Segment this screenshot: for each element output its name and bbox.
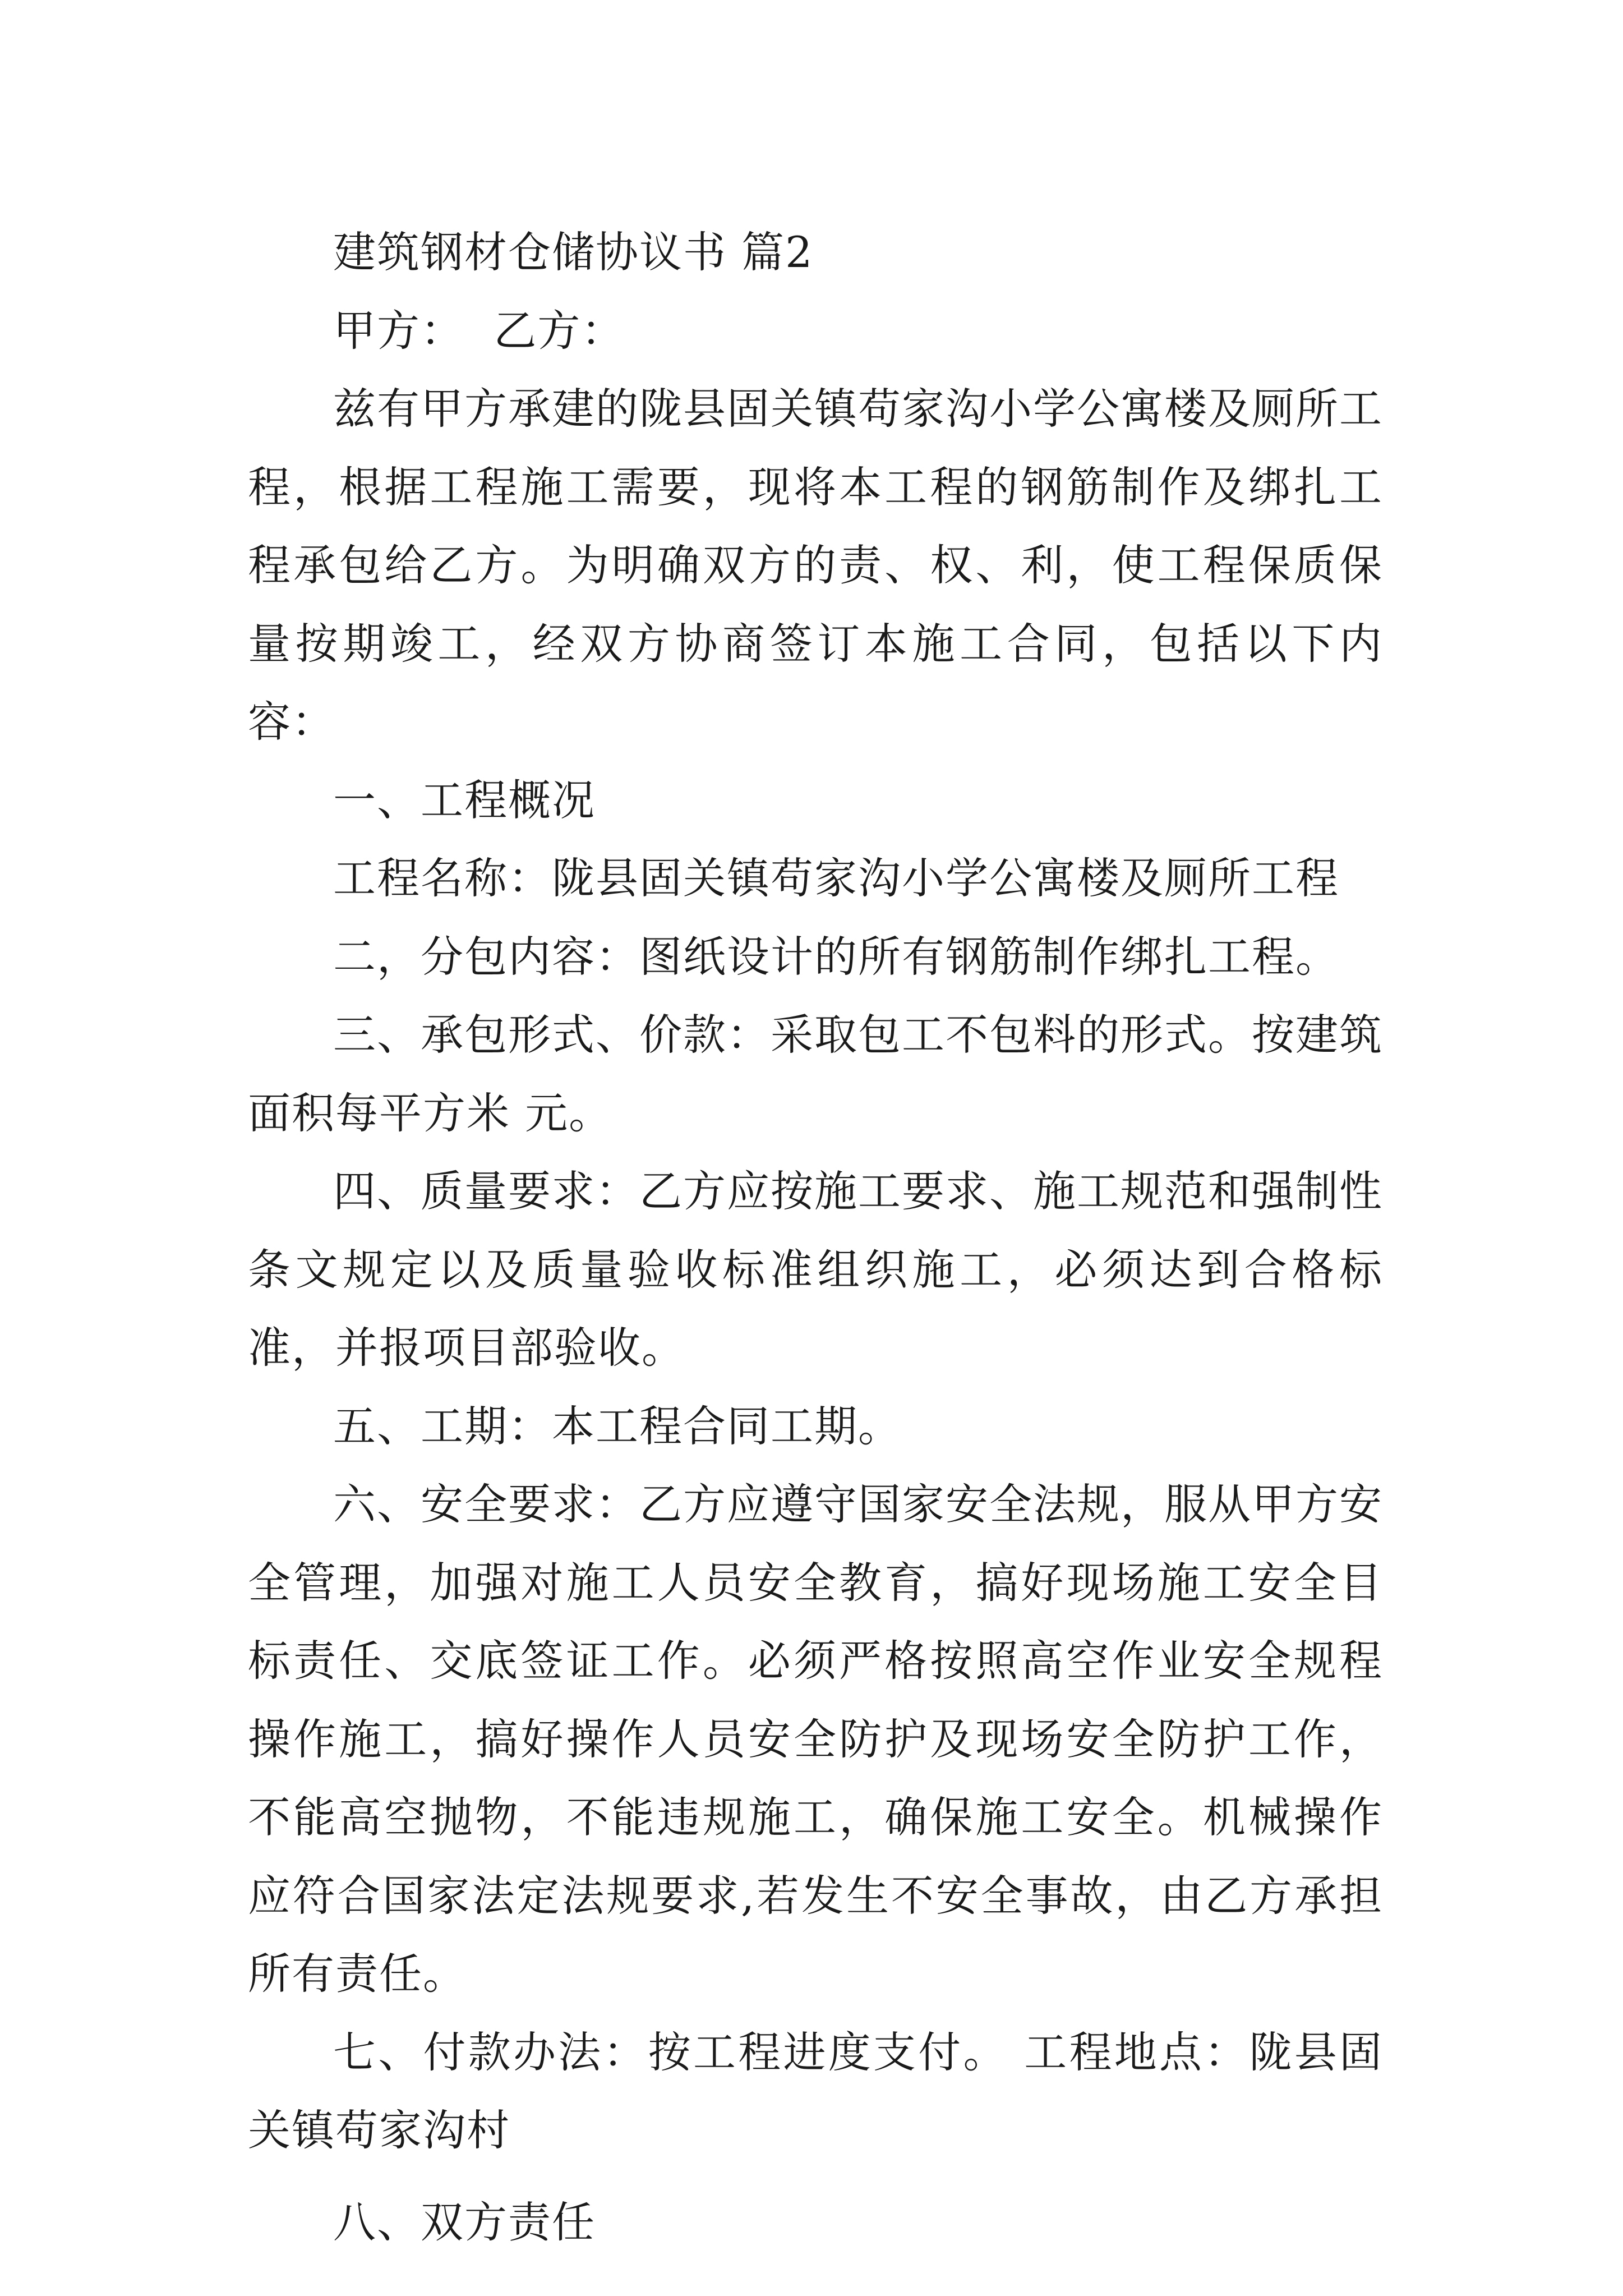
paragraph-section-7: 七、付款办法：按工程进度支付。 工程地点：陇县固关镇苟家沟村: [248, 2027, 1383, 2155]
paragraph-section-4: 四、质量要求：乙方应按施工要求、施工规范和强制性条文规定以及质量验收标准组织施工，必须达到合格标准，并报项目部验收。: [248, 1166, 1383, 1373]
parties-line: 甲方： 乙方：: [333, 305, 625, 356]
document-body: [248, 213, 1383, 2261]
paragraph-project-name: 工程名称：陇县固关镇苟家沟小学公寓楼及厕所工程: [333, 853, 1339, 903]
paragraph-intro: 兹有甲方承建的陇县固关镇苟家沟小学公寓楼及厕所工程，根据工程施工需要，现将本工程的钢筋制作及绑扎工程承包给乙方。为明确双方的责、权、利，使工程保质保量按期竣工，经双方协商签订本施工合同，包括以下内容：: [248, 384, 1383, 747]
paragraph-section-6: 六、安全要求：乙方应遵守国家安全法规，服从甲方安全管理，加强对施工人员安全教育，搞好现场施工安全目标责任、交底签证工作。必须严格按照高空作业安全规程操作施工，搞好操作人员安全防护及现场安全防护工作，不能高空抛物，不能违规施工，确保施工安全。机械操作应符合国家法定法规要求,若发生不安全事故，由乙方承担所有责任。: [248, 1479, 1383, 1999]
paragraph-section-2: 二，分包内容：图纸设计的所有钢筋制作绑扎工程。: [333, 931, 1339, 982]
paragraph-section-5: 五、工期：本工程合同工期。: [333, 1401, 902, 1451]
paragraph-section-8: 八、双方责任: [333, 2197, 596, 2247]
document-title: 建筑钢材仓储协议书 篇2: [333, 227, 814, 277]
paragraph-section-1: 一、工程概况: [333, 775, 596, 825]
paragraph-section-3: 三、承包形式、价款：采取包工不包料的形式。按建筑面积每平方米 元。: [248, 1010, 1383, 1138]
